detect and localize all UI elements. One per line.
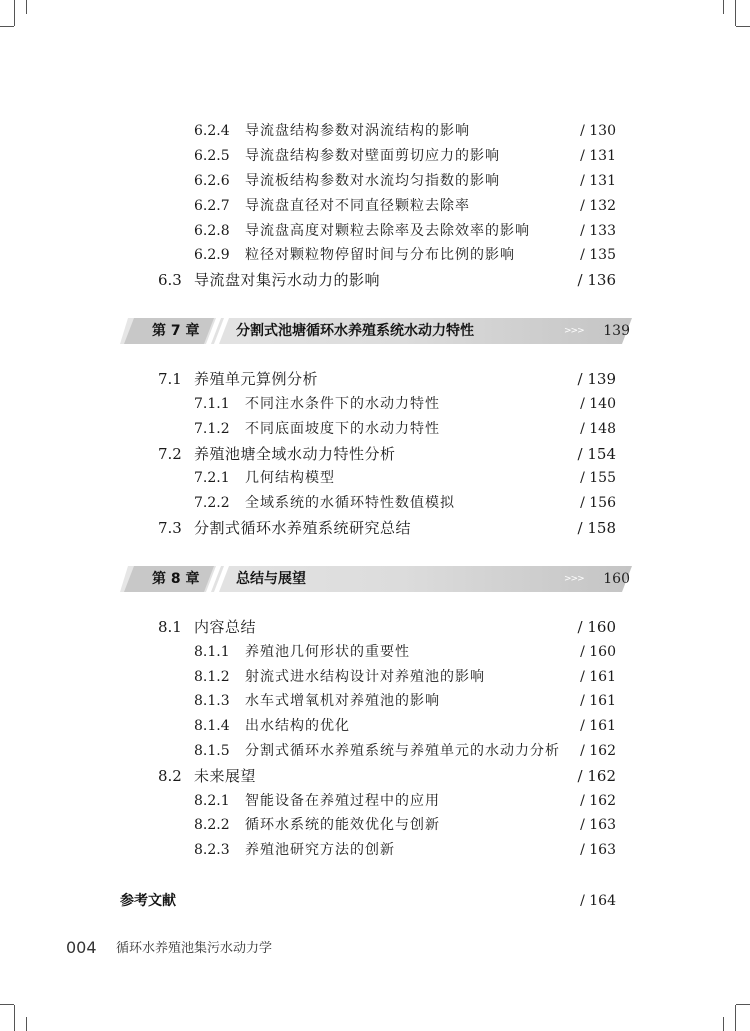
toc-entry-page: / 154: [577, 445, 616, 463]
toc-entry-number: 8.2.1: [194, 793, 230, 809]
chevron-right-icon: >>>: [564, 326, 584, 336]
toc-entry[interactable]: [0, 517, 750, 539]
references-entry[interactable]: [120, 889, 616, 913]
chapter-title: 总结与展望: [236, 571, 306, 587]
toc-entry-title: 全域系统的水循环特性数值模拟: [245, 495, 455, 511]
chevron-right-icon: >>>: [564, 574, 584, 584]
toc-entry-number: 8.2: [158, 767, 182, 785]
toc-entry-page: / 160: [580, 644, 616, 660]
toc-entry[interactable]: [0, 641, 750, 663]
crop-mark: [26, 0, 27, 14]
toc-entry[interactable]: [0, 715, 750, 737]
crop-mark: [723, 1017, 724, 1031]
toc-entry-title: 养殖池几何形状的重要性: [245, 644, 410, 660]
toc-entry-page: / 161: [580, 718, 616, 734]
toc-entry-page: / 131: [580, 173, 616, 189]
toc-entry-page: / 163: [580, 817, 616, 833]
toc-entry-title: 智能设备在养殖过程中的应用: [245, 793, 440, 809]
crop-mark: [735, 1005, 736, 1031]
toc-entry-number: 7.2.1: [194, 470, 230, 486]
toc-entry-number: 8.1: [158, 618, 182, 636]
toc-entry-title: 射流式进水结构设计对养殖池的影响: [245, 669, 485, 685]
toc-entry-number: 8.1.3: [194, 693, 230, 709]
crop-mark: [14, 1005, 15, 1031]
chapter-title: 分割式池塘循环水养殖系统水动力特性: [236, 323, 474, 339]
toc-entry-number: 8.2.2: [194, 817, 230, 833]
toc-entry-number: 8.1.5: [194, 743, 230, 759]
toc-entry-page: / 155: [580, 470, 616, 486]
toc-entry-title: 导流盘对集污水动力的影响: [194, 271, 381, 289]
toc-entry[interactable]: [0, 616, 750, 638]
toc-entry-page: / 133: [580, 223, 616, 239]
toc-entry[interactable]: [0, 393, 750, 415]
toc-entry-title: 分割式循环水养殖系统研究总结: [194, 519, 412, 537]
crop-mark: [14, 0, 15, 26]
crop-mark: [735, 0, 736, 26]
toc-entry-number: 6.2.6: [194, 173, 230, 189]
toc-entry-number: 8.1.2: [194, 669, 230, 685]
toc-entry-number: 7.1.1: [194, 396, 230, 412]
toc-entry-title: 不同注水条件下的水动力特性: [245, 396, 440, 412]
toc-entry-title: 水车式增氧机对养殖池的影响: [245, 693, 440, 709]
page-number: 004: [66, 938, 97, 957]
toc-entry[interactable]: [0, 839, 750, 861]
toc-entry-page: / 136: [577, 271, 616, 289]
toc-entry-page: / 162: [577, 767, 616, 785]
toc-entry-number: 6.2.7: [194, 198, 230, 214]
crop-mark: [723, 0, 724, 14]
crop-mark: [736, 26, 750, 27]
toc-entry-page: / 156: [580, 495, 616, 511]
toc-entry[interactable]: [0, 467, 750, 489]
toc-entry[interactable]: [0, 814, 750, 836]
toc-entry-page: / 160: [577, 618, 616, 636]
toc-entry[interactable]: [0, 740, 750, 762]
toc-entry[interactable]: [0, 443, 750, 465]
toc-entry-title: 导流盘高度对颗粒去除率及去除效率的影响: [245, 223, 530, 239]
references-page: / 164: [580, 893, 616, 909]
toc-entry[interactable]: [0, 195, 750, 217]
toc-entry[interactable]: [0, 368, 750, 390]
toc-entry-number: 8.2.3: [194, 842, 230, 858]
toc-entry[interactable]: [0, 170, 750, 192]
toc-entry[interactable]: [0, 269, 750, 291]
toc-entry[interactable]: [0, 790, 750, 812]
toc-entry-page: / 162: [580, 743, 616, 759]
toc-entry-title: 粒径对颗粒物停留时间与分布比例的影响: [245, 247, 515, 263]
toc-entry-title: 不同底面坡度下的水动力特性: [245, 421, 440, 437]
toc-entry-number: 6.3: [158, 271, 182, 289]
toc-entry-title: 导流盘直径对不同直径颗粒去除率: [245, 198, 470, 214]
toc-entry[interactable]: [0, 765, 750, 787]
crop-mark: [0, 1004, 14, 1005]
toc-entry-number: 7.3: [158, 519, 182, 537]
toc-entry-page: / 132: [580, 198, 616, 214]
toc-entry-page: / 130: [580, 123, 616, 139]
toc-entry-number: 8.1.4: [194, 718, 230, 734]
toc-entry-page: / 148: [580, 421, 616, 437]
toc-entry-number: 6.2.8: [194, 223, 230, 239]
toc-entry-title: 导流盘结构参数对壁面剪切应力的影响: [245, 148, 500, 164]
toc-entry-page: / 139: [577, 370, 616, 388]
references-title: 参考文献: [120, 893, 176, 909]
toc-entry-title: 内容总结: [194, 618, 257, 636]
toc-entry-number: 8.1.1: [194, 644, 230, 660]
toc-entry-number: 7.2.2: [194, 495, 230, 511]
toc-entry-title: 养殖池研究方法的创新: [245, 842, 395, 858]
chapter-page: 160: [603, 571, 630, 587]
toc-entry[interactable]: [0, 666, 750, 688]
toc-entry-title: 分割式循环水养殖系统与养殖单元的水动力分析: [245, 743, 560, 759]
toc-entry-page: / 131: [580, 148, 616, 164]
crop-mark: [736, 1004, 750, 1005]
toc-entry-number: 6.2.5: [194, 148, 230, 164]
toc-entry-page: / 140: [580, 396, 616, 412]
toc-entry-page: / 161: [580, 669, 616, 685]
toc-entry-number: 7.1.2: [194, 421, 230, 437]
toc-entry[interactable]: [0, 690, 750, 712]
toc-entry-number: 7.1: [158, 370, 182, 388]
toc-entry-title: 循环水系统的能效优化与创新: [245, 817, 440, 833]
toc-entry-title: 几何结构模型: [245, 470, 335, 486]
toc-entry[interactable]: [0, 145, 750, 167]
toc-entry[interactable]: [0, 244, 750, 266]
toc-entry[interactable]: [0, 120, 750, 142]
chapter-number: 第 7 章: [152, 323, 200, 339]
toc-entry[interactable]: [0, 492, 750, 514]
chapter-number: 第 8 章: [152, 571, 200, 587]
toc-entry[interactable]: [0, 220, 750, 242]
chapter-8-header[interactable]: [120, 566, 632, 592]
toc-entry-page: / 161: [580, 693, 616, 709]
toc-entry-page: / 135: [580, 247, 616, 263]
crop-mark: [26, 1017, 27, 1031]
toc-entry-number: 6.2.4: [194, 123, 230, 139]
toc-entry-number: 7.2: [158, 445, 182, 463]
crop-mark: [0, 26, 14, 27]
toc-entry-title: 养殖池塘全域水动力特性分析: [194, 445, 396, 463]
chapter-7-header[interactable]: [120, 318, 632, 344]
toc-entry-title: 出水结构的优化: [245, 718, 350, 734]
chapter-page: 139: [603, 323, 630, 339]
toc-entry-title: 导流盘结构参数对涡流结构的影响: [245, 123, 470, 139]
toc-entry-number: 6.2.9: [194, 247, 230, 263]
toc-entry-title: 导流板结构参数对水流均匀指数的影响: [245, 173, 500, 189]
toc-entry-page: / 163: [580, 842, 616, 858]
toc-entry-title: 养殖单元算例分析: [194, 370, 319, 388]
toc-entry-page: / 162: [580, 793, 616, 809]
toc-entry-page: / 158: [577, 519, 616, 537]
toc-entry-title: 未来展望: [194, 767, 257, 785]
book-title: 循环水养殖池集污水动力学: [116, 941, 273, 956]
toc-entry[interactable]: [0, 418, 750, 440]
